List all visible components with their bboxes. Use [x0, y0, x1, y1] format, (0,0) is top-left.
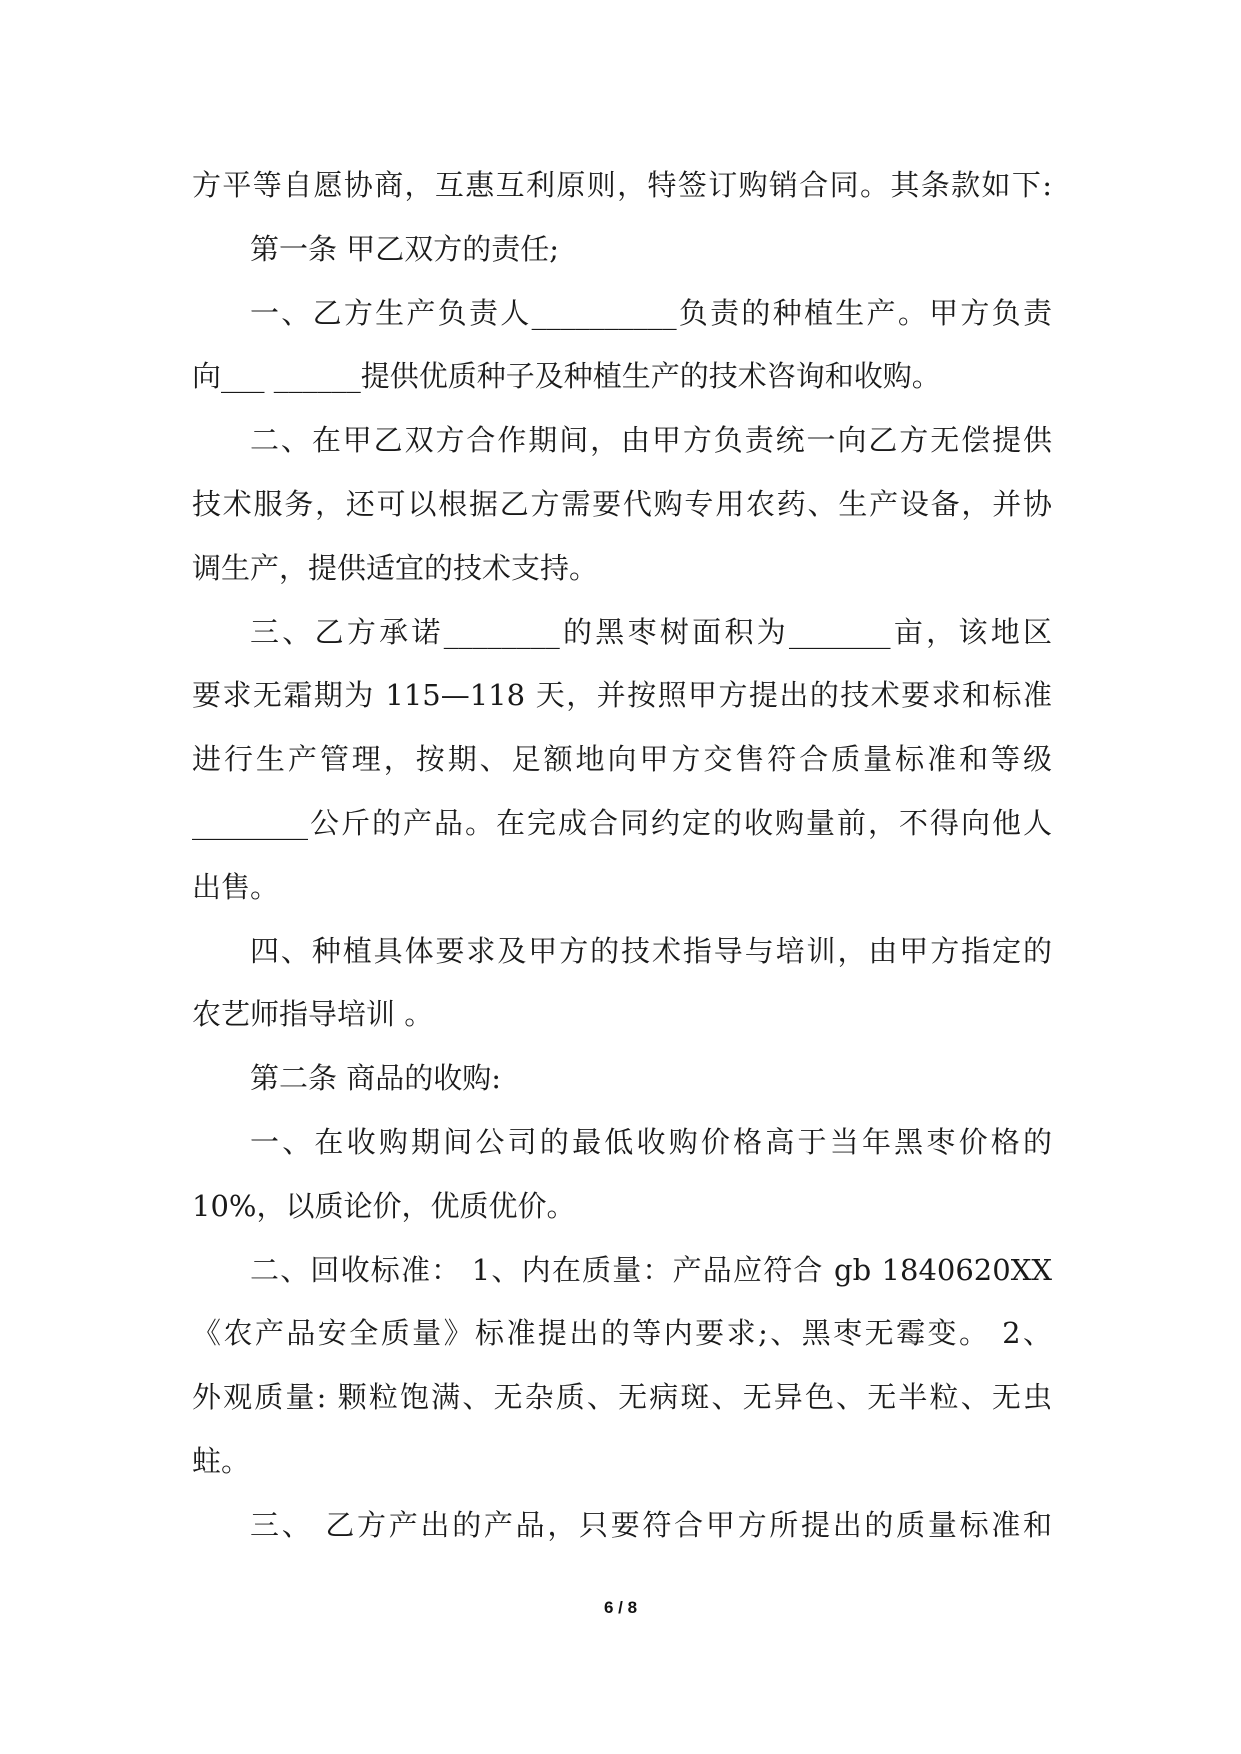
text-line: 出售。	[192, 869, 280, 904]
text-line: 技术服务，还可以根据乙方需要代购专用农药、生产设备，并协	[192, 486, 1052, 521]
document-body	[192, 154, 1052, 1558]
text-line: 外观质量: 颗粒饱满、无杂质、无病斑、无异色、无半粒、无虫	[192, 1380, 1052, 1415]
text-line: 农艺师指导培训 。	[192, 997, 434, 1032]
text-line: 进行生产管理，按期、足额地向甲方交售符合质量标准和等级	[192, 742, 1052, 777]
text-line: 第一条 甲乙双方的责任;	[250, 231, 559, 266]
text-line: 向___ ______提供优质种子及种植生产的技术咨询和收购。	[192, 359, 941, 394]
text-line: 三、 乙方产出的产品，只要符合甲方所提出的质量标准和	[250, 1507, 1052, 1542]
text-line: 一、乙方生产负责人__________负责的种植生产。甲方负责	[250, 295, 1052, 330]
text-line: 二、回收标准： 1、内在质量：产品应符合 gb 1840620XX	[250, 1252, 1052, 1287]
text-line: 10%，以质论价，优质优价。	[192, 1188, 576, 1223]
page-number: 6 / 8	[603, 1598, 638, 1617]
text-line: 三、乙方承诺________的黑枣树面积为_______亩，该地区	[250, 614, 1052, 649]
text-line: 《农产品安全质量》标准提出的等内要求;、黑枣无霉变。 2、	[192, 1316, 1052, 1351]
text-line: 调生产，提供适宜的技术支持。	[192, 550, 599, 585]
text-line: ________公斤的产品。在完成合同约定的收购量前，不得向他人	[192, 805, 1052, 840]
text-line: 一、在收购期间公司的最低收购价格高于当年黑枣价格的	[250, 1124, 1052, 1159]
text-line: 四、种植具体要求及甲方的技术指导与培训，由甲方指定的	[250, 933, 1052, 968]
text-line: 第二条 商品的收购:	[250, 1061, 501, 1096]
text-line: 蛀。	[192, 1443, 251, 1478]
text-line: 要求无霜期为 115—118 天，并按照甲方提出的技术要求和标准	[192, 678, 1052, 713]
text-line: 二、在甲乙双方合作期间，由甲方负责统一向乙方无偿提供	[250, 423, 1052, 458]
text-line: 方平等自愿协商，互惠互利原则，特签订购销合同。其条款如下:	[192, 168, 1052, 202]
